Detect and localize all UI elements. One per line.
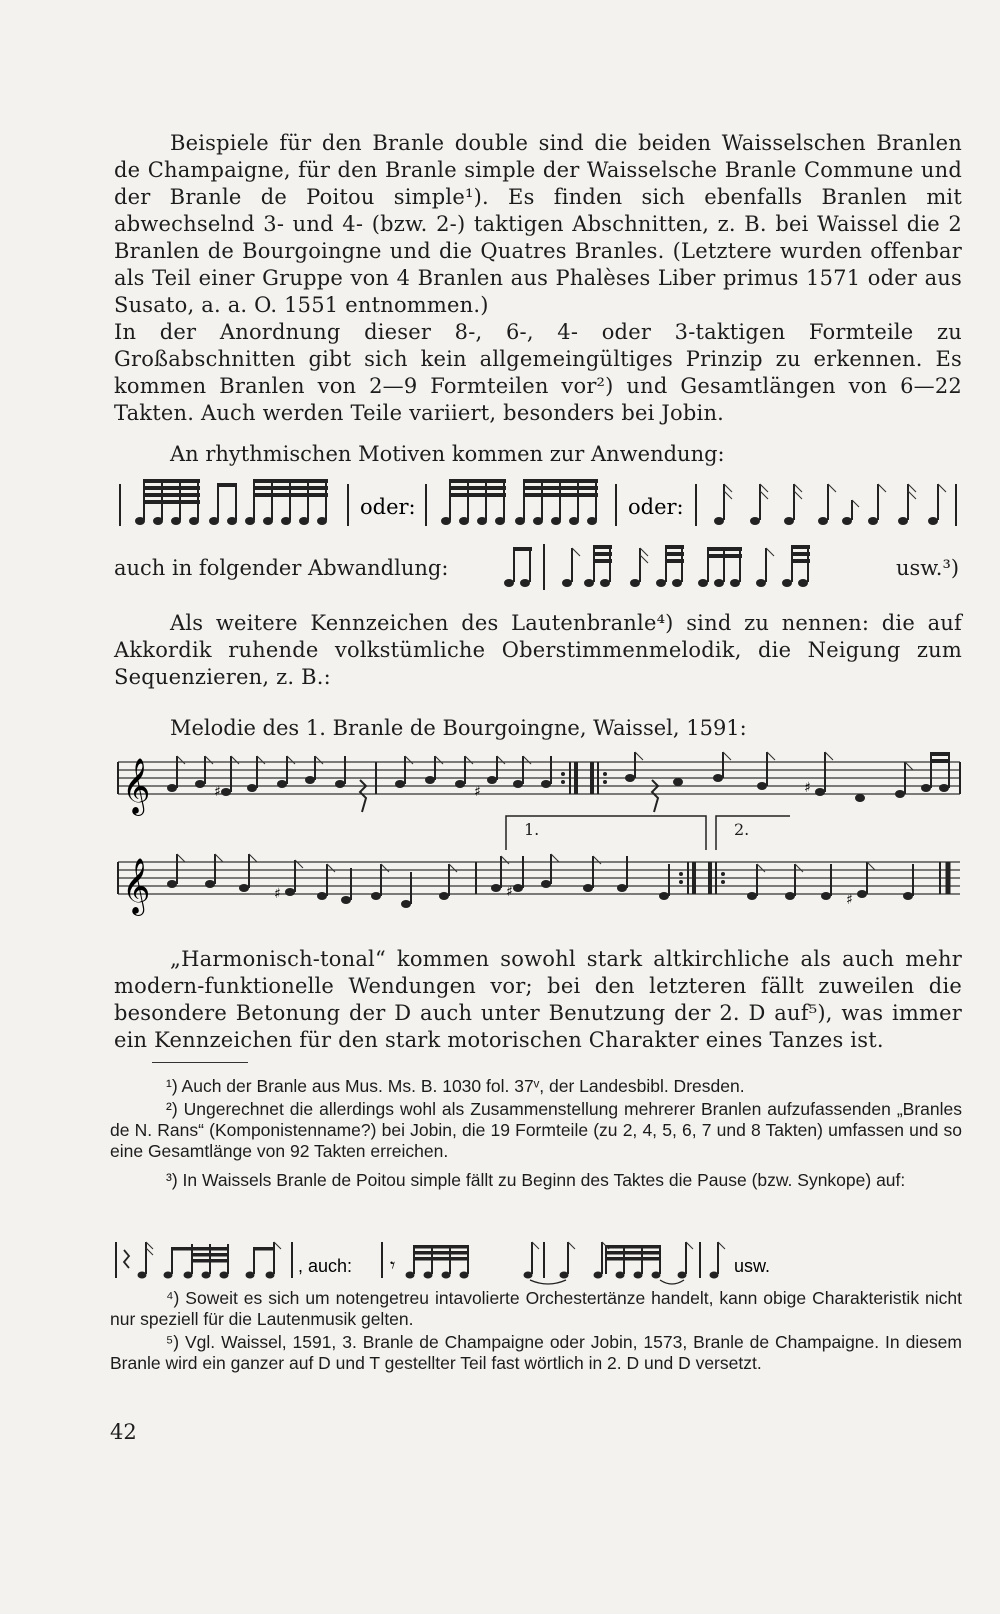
sharp-icon: ♯: [214, 784, 221, 800]
paragraph-2: Als weitere Kennzeichen des Lautenbranle⁴) sind zu nennen: die auf Akkordik ruhende volkstümliche Oberstimmenmelodik, die Neigung zum Sequenzieren, z. B.:: [114, 611, 962, 689]
footnote-3-auch: , auch:: [298, 1256, 353, 1276]
variant-usw: usw.³): [896, 556, 960, 580]
variant-intro: auch in folgender Abwandlung:: [114, 556, 449, 580]
footnote-3: ³) In Waissels Branle de Poitou simple fällt zu Beginn des Taktes die Pause (bzw. Synkope) auf:: [166, 1170, 906, 1190]
footnote-4: ⁴) Soweit es sich um notengetreu intavolierte Orchestertänze handelt, kann obige Charakteristik nicht nur speziell für die Lautenmusik gelten.: [110, 1288, 962, 1329]
treble-clef-icon: 𝄞: [122, 858, 151, 914]
motive-1: [135, 479, 328, 525]
rest-icon: [360, 780, 366, 812]
rhythm-oder-1: oder:: [360, 495, 416, 519]
rest-icon: 𝄾: [390, 1253, 396, 1277]
footnote-5: ⁵) Vgl. Waissel, 1591, 3. Branle de Champaigne oder Jobin, 1573, Branle de Champaigne. In diesem Branle wird ein ganzer auf D und T gestellter Teil fast wörtlich in 2. D und D versetzt.: [110, 1332, 962, 1373]
melody-staff-2: [114, 850, 964, 920]
footnote-1: ¹) Auch der Branle aus Mus. Ms. B. 1030 fol. 37ᵛ, der Landesbibl. Dresden.: [166, 1076, 745, 1096]
motive-2: [441, 479, 598, 525]
footnote-separator: [152, 1062, 248, 1063]
paragraph-lautenbranle: [114, 610, 962, 691]
sharp-icon: ♯: [846, 892, 853, 908]
rhythm-intro: An rhythmischen Motiven kommen zur Anwendung:: [170, 442, 725, 466]
paragraph-1a: Beispiele für den Branle double sind die beiden Waisselschen Branlen de Champaigne, für den Branle simple der Waisselsche Branle Commune und der Branle de Poitou simple¹). Es finden sich ebenfalls Branlen mit abwechselnd 3- und 4- (bzw. 2-) taktigen Abschnitten, z. B. bei Waissel die 2 Branlen de Bourgoingne und die Quatres Branles. (Letztere wurden offenbar als Teil einer Gruppe von 4 Branlen aus Phalèses Liber primus 1571 oder aus Susato, a. a. O. 1551 entnommen.): [114, 131, 962, 317]
rest-icon: [124, 1250, 129, 1268]
melody-caption: Melodie des 1. Branle de Bourgoingne, Waissel, 1591:: [170, 716, 747, 740]
paragraph-3: „Harmonisch-tonal“ kommen sowohl stark altkirchliche als auch mehr modern-funktionelle Wendungen vor; bei den letzteren fällt zuweilen die besondere Betonung der D auch unter Benutzung der 2. D auf⁵), was immer ein Kennzeichen für den stark motorischen Charakter eines Tanzes ist.: [114, 947, 962, 1052]
paragraph-1b: In der Anordnung dieser 8-, 6-, 4- oder 3-taktigen Formteile zu Großabschnitten gibt sich kein allgemeingültiges Prinzip zu erkennen. Es kommen Branlen von 2—9 Formteilen vor²) und Gesamtlängen von 6—22 Takten. Auch werden Teile variiert, besonders bei Jobin.: [114, 320, 962, 425]
paragraph-branle-examples: [114, 130, 962, 427]
motive-3: [714, 484, 946, 525]
rhythm-motives-figure: [114, 476, 964, 536]
tie-icon: [660, 1280, 684, 1284]
paragraph-harmonisch: [114, 946, 962, 1054]
footnotes-block-1: [110, 1076, 962, 1191]
volta-brackets: [500, 812, 820, 852]
treble-clef-icon: 𝄞: [122, 758, 151, 814]
footnote-3-usw: usw.: [734, 1256, 771, 1276]
page-number: 42: [110, 1420, 137, 1444]
sharp-icon: ♯: [474, 784, 481, 800]
rhythm-oder-2: oder:: [628, 495, 684, 519]
footnote-2: ²) Ungerechnet die allerdings wohl als Zusammenstellung mehrerer Branlen aufzufassenden „Branles de N. Rans“ (Komponistenname?) bei Jobin, die 19 Formteile (zu 2, 4, 5, 6, 7 und 8 Takten) umfassen und so eine Gesamtlänge von 92 Takten erreichen.: [110, 1099, 962, 1161]
melody-staff-1: [114, 750, 964, 820]
ending-1-label: 1.: [524, 820, 540, 839]
sharp-icon: ♯: [274, 886, 281, 902]
variant-motives-figure: [500, 540, 880, 596]
footnotes-block-2: [110, 1288, 962, 1374]
tie-icon: [530, 1280, 566, 1284]
rest-icon: [652, 780, 658, 812]
footnote-3-rhythm-figure: [112, 1236, 772, 1286]
sharp-icon: ♯: [804, 780, 811, 796]
ending-2-label: 2.: [734, 820, 750, 839]
sharp-icon: ♯: [506, 884, 513, 900]
